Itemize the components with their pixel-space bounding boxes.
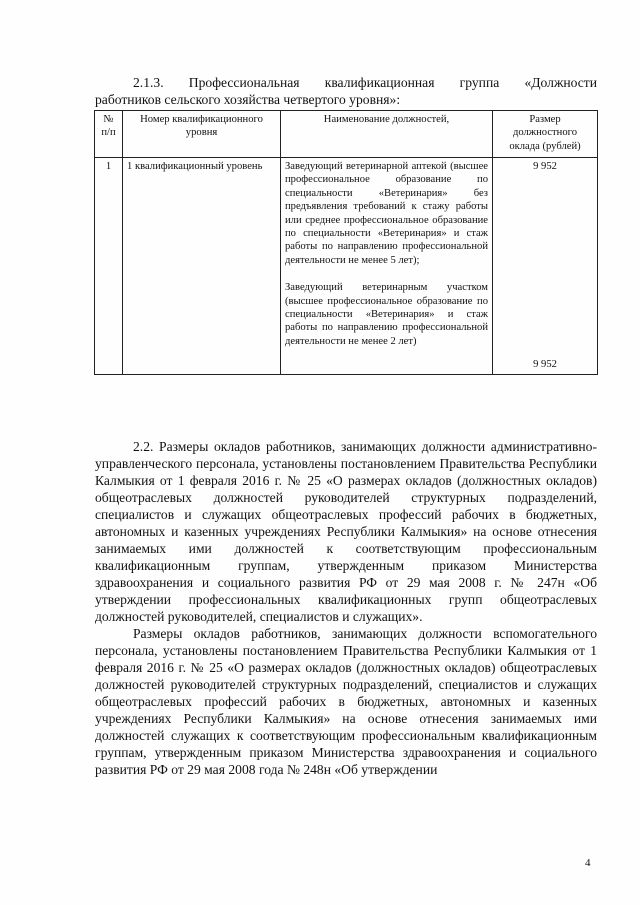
row-num: 1 [95, 158, 123, 375]
header-positions: Наименование должностей, [281, 111, 493, 158]
row-level: 1 квалификационный уровень [123, 158, 281, 375]
header-level: Номер квалификационного уровня [123, 111, 281, 158]
header-num: № п/п [95, 111, 123, 158]
paragraph-2-2: 2.2. Размеры окладов работников, занимающих должности административно-управленческого персонала, установлены постановлением Правительства Республики Калмыкия от 1 февраля 2016 г. № 25 «О размерах окладов (должностных окладов) общеотраслевых должностей руководителей структурных подразделений, специалистов и служащих общеотраслевых профессий рабочих в бюджетных, автономных и казенных учреждениях Республики Калмыкия» на основе отнесения занимаемых ими должностей к соответствующим профессиональным квалификационным группам, утвержденным приказом Министерства здравоохранения и социального развития РФ от 29 мая 2008 г. № 247н «Об утверждении профессиональных квалификационных групп общеотраслевых должностей руководителей, специалистов и служащих». [95, 439, 597, 624]
row-positions [281, 158, 493, 375]
salary-table [94, 110, 598, 375]
position-2: Заведующий ветеринарным участком (высшее профессиональное образование по специальности «Ветеринария» и стаж работы по направлению профессиональной деятельности не менее 2 лет) [285, 282, 488, 347]
table-header-row [95, 111, 598, 158]
section-heading-line2: работников сельского хозяйства четвертого уровня»: [95, 92, 401, 107]
position-1: Заведующий ветеринарной аптекой (высшее профессиональное образование по специальности «Ветеринария» без предъявления требований к стажу работы или среднее профессиональное образование по специальности «Ветеринария» и стаж работы по направлению профессиональной деятельности не менее 5 лет); [285, 161, 488, 266]
header-salary: Размер должностного оклада (рублей) [493, 111, 598, 158]
body-text [95, 438, 597, 778]
salary-2: 9 952 [533, 359, 557, 371]
paragraph-support-staff: Размеры окладов работников, занимающих должности вспомогательного персонала, установлены постановлением Правительства Республики Калмыкия от 1 февраля 2016 г. № 25 «О размерах окладов (должностных окладов) общеотраслевых должностей руководителей структурных подразделений, специалистов и служащих общеотраслевых профессий рабочих в бюджетных, автономных и казенных учреждениях Республики Калмыкия» на основе отнесения занимаемых ими должностей служащих к соответствующим профессиональным квалификационным группам, утвержденным приказом Министерства здравоохранения и социального развития РФ от 29 мая 2008 года № 248н «Об утверждении [95, 626, 597, 777]
page-number: 4 [585, 857, 591, 869]
table-row [95, 158, 598, 375]
section-heading-line1: 2.1.3. Профессиональная квалификационная группа «Должности [133, 75, 597, 90]
salary-1: 9 952 [533, 161, 557, 172]
row-salaries [493, 158, 598, 375]
section-heading [95, 74, 597, 108]
